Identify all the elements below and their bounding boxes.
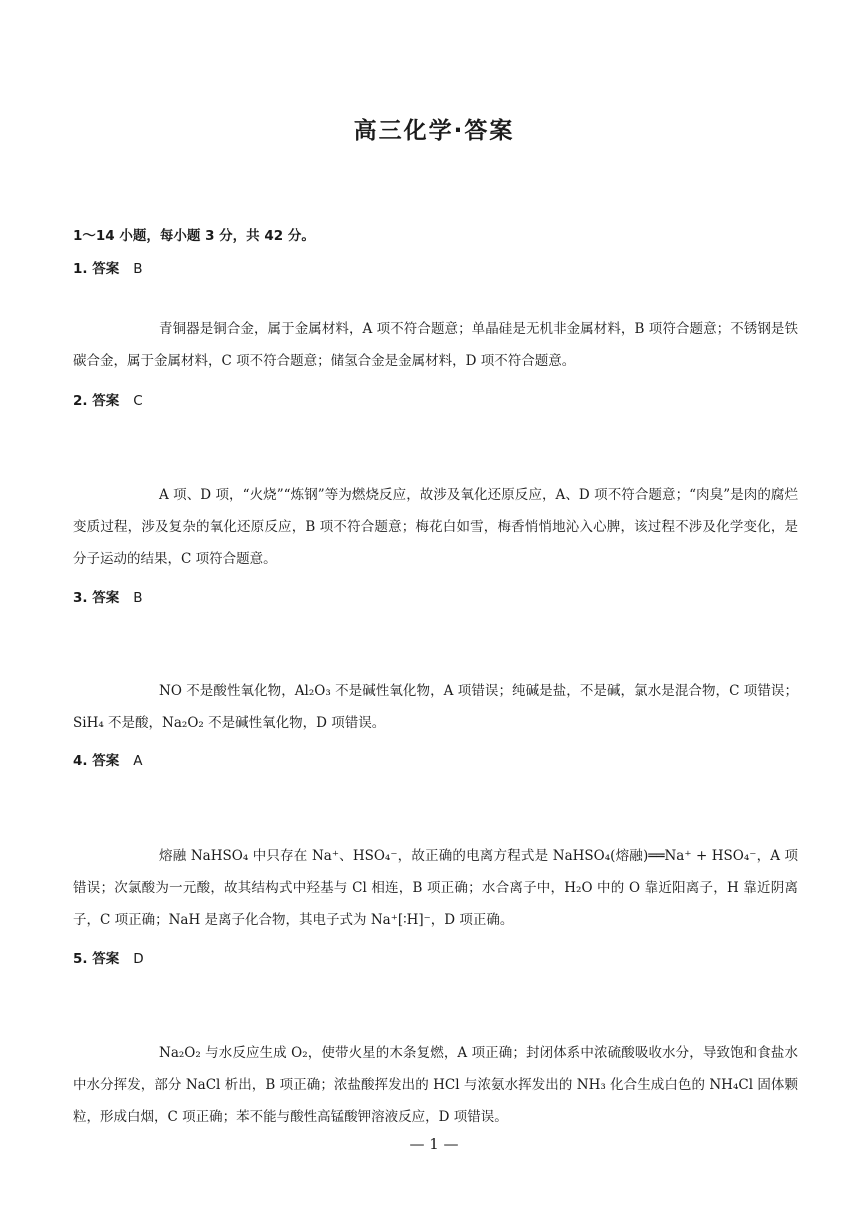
question-2-explanation: A 项、D 项，“火烧”“炼钢”等为燃烧反应，故涉及氧化还原反应，A、D 项不符合题意；“肉臭”是肉的腐烂变质过程，涉及复杂的氧化还原反应，B 项不符合题意；梅花白如雪，梅香悄悄地沁入心脾，该过程不涉及化学变化，是分子运动的结果，C 项符合题意。: [73, 487, 798, 567]
question-3-answer: B: [133, 590, 143, 606]
question-5-answer: D: [133, 951, 144, 967]
question-1-answer: B: [133, 261, 143, 277]
question-3-label: 3. 答案: [73, 590, 120, 606]
question-2-answer: C: [133, 393, 143, 409]
page-number: — 1 —: [409, 1135, 459, 1153]
question-5-explanation: Na₂O₂ 与水反应生成 O₂，使带火星的木条复燃，A 项正确；封闭体系中浓硫酸吸收水分，导致饱和食盐水中水分挥发，部分 NaCl 析出，B 项正确；浓盐酸挥发出的 HCl 与浓氨水挥发出的 NH₃ 化合生成白色的 NH₄Cl 固体颗粒，形成白烟，C 项正确；苯不能与酸性高锰酸钾溶液反应，D 项错误。: [73, 1045, 798, 1125]
question-4-header: [73, 749, 142, 769]
question-1-explanation: 青铜器是铜合金，属于金属材料，A 项不符合题意；单晶硅是无机非金属材料，B 项符合题意；不锈钢是铁碳合金，属于金属材料，C 项不符合题意；储氢合金是金属材料，D 项不符合题意。: [73, 321, 798, 369]
page-title: 高三化学·答案: [353, 118, 515, 144]
question-1-header: [73, 257, 143, 277]
question-2-header: [73, 389, 143, 409]
question-2-label: 2. 答案: [73, 393, 120, 409]
question-5-label: 5. 答案: [73, 951, 120, 967]
question-3-header: [73, 586, 143, 606]
question-1-label: 1. 答案: [73, 261, 120, 277]
question-3-explanation: NO 不是酸性氧化物，Al₂O₃ 不是碱性氧化物，A 项错误；纯碱是盐，不是碱，氯水是混合物，C 项错误；SiH₄ 不是酸，Na₂O₂ 不是碱性氧化物，D 项错误。: [73, 683, 798, 731]
section-instructions: 1～14 小题，每小题 3 分，共 42 分。: [73, 228, 315, 244]
question-5-header: [73, 947, 144, 967]
question-4-explanation: 熔融 NaHSO₄ 中只存在 Na⁺、HSO₄⁻，故正确的电离方程式是 NaHSO₄(熔融)══Na⁺ + HSO₄⁻，A 项错误；次氯酸为一元酸，故其结构式中羟基与 Cl 相连，B 项正确；水合离子中，H₂O 中的 O 靠近阳离子，H 靠近阴离子，C 项正确；NaH 是离子化合物，其电子式为 Na⁺[∶H]⁻，D 项正确。: [73, 848, 798, 928]
question-4-label: 4. 答案: [73, 753, 120, 769]
question-4-answer: A: [133, 753, 143, 769]
